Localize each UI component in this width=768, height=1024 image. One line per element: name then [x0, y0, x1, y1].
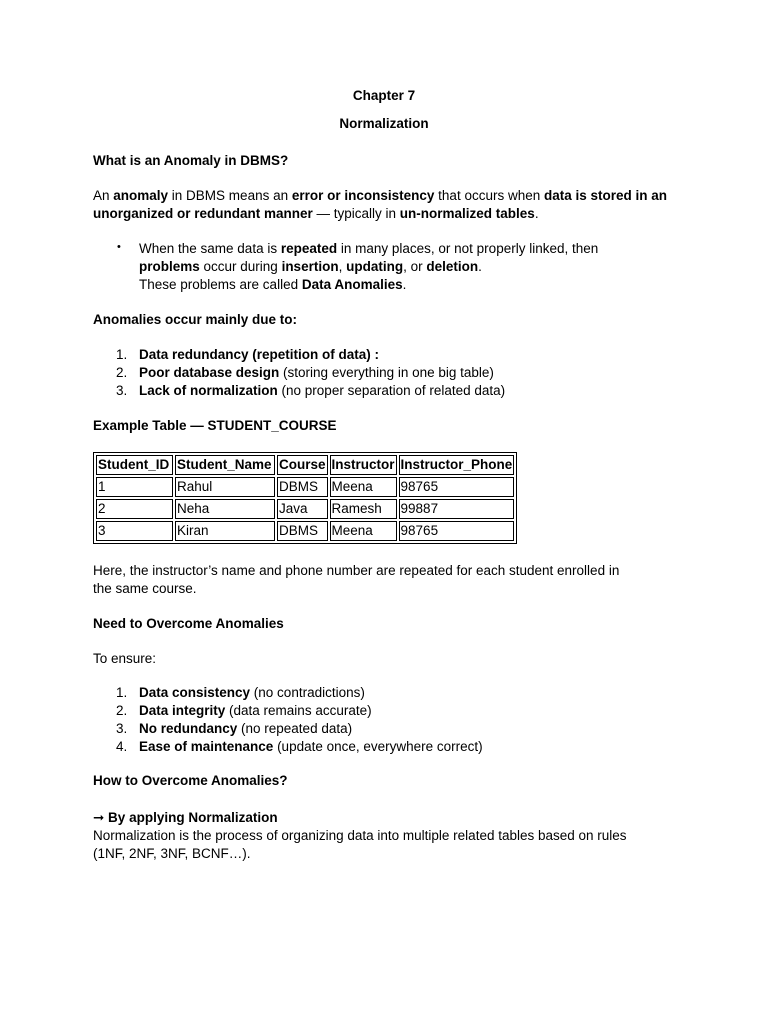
page-title: Normalization	[339, 116, 429, 131]
list-item: 2. Poor database design (storing everything in one big table)	[116, 365, 494, 380]
how-heading: How to Overcome Anomalies?	[93, 773, 288, 788]
causes-list	[116, 346, 505, 400]
table-cell: 99887	[399, 499, 515, 519]
note-line-2: the same course.	[93, 581, 197, 596]
table-row	[96, 521, 514, 541]
section-heading-anomaly: What is an Anomaly in DBMS?	[93, 153, 289, 168]
list-item: 4. Ease of maintenance (update once, everywhere correct)	[116, 739, 483, 754]
intro-paragraph-line-1: An anomaly in DBMS means an error or inconsistency that occurs when data is stored in an	[93, 188, 668, 203]
definition-line-2: (1NF, 2NF, 3NF, BCNF…).	[93, 846, 251, 861]
table-cell: Meena	[330, 521, 397, 541]
table-cell: Rahul	[175, 477, 275, 497]
table-header-row	[96, 455, 514, 475]
table-cell: Neha	[175, 499, 275, 519]
bullet-line-2: problems occur during insertion, updating, or deletion.	[139, 259, 482, 274]
table-row	[96, 477, 514, 497]
need-heading: Need to Overcome Anomalies	[93, 616, 284, 631]
apply-normalization-line: ➞ By applying Normalization	[93, 810, 278, 825]
causes-heading: Anomalies occur mainly due to:	[93, 312, 298, 327]
table-cell: DBMS	[277, 477, 328, 497]
table-cell: 1	[96, 477, 173, 497]
table-header-cell: Instructor	[330, 455, 397, 475]
goals-list	[116, 684, 483, 756]
table-header-cell: Course	[277, 455, 328, 475]
note-line-1: Here, the instructor’s name and phone number are repeated for each student enrolled in	[93, 563, 620, 578]
ensure-label: To ensure:	[93, 651, 157, 666]
table-cell: 3	[96, 521, 173, 541]
table-header-cell: Instructor_Phone	[399, 455, 515, 475]
table-cell: DBMS	[277, 521, 328, 541]
list-item: 1. Data consistency (no contradictions)	[116, 685, 365, 700]
chapter-label: Chapter 7	[352, 88, 416, 103]
list-item: 1. Data redundancy (repetition of data) :	[116, 347, 380, 362]
bullet-line-1: When the same data is repeated in many places, or not properly linked, then	[139, 241, 599, 256]
table-cell: Kiran	[175, 521, 275, 541]
definition-line-1: Normalization is the process of organizing data into multiple related tables based on rules	[93, 828, 627, 843]
list-item: 2. Data integrity (data remains accurate)	[116, 703, 372, 718]
table-cell: Meena	[330, 477, 397, 497]
table-cell: 98765	[399, 477, 515, 497]
bullet-line-3: These problems are called Data Anomalies.	[139, 277, 407, 292]
student-course-table	[93, 452, 517, 544]
list-item: 3. No redundancy (no repeated data)	[116, 721, 353, 736]
table-cell: 2	[96, 499, 173, 519]
table-cell: Java	[277, 499, 328, 519]
list-item: 3. Lack of normalization (no proper separation of related data)	[116, 383, 506, 398]
example-heading: Example Table — STUDENT_COURSE	[93, 418, 337, 433]
table-header-cell: Student_ID	[96, 455, 173, 475]
table-cell: Ramesh	[330, 499, 397, 519]
bullet-marker: •	[117, 241, 121, 253]
table-row	[96, 499, 514, 519]
intro-paragraph-line-2: unorganized or redundant manner — typically in un-normalized tables.	[93, 206, 539, 221]
table-header-cell: Student_Name	[175, 455, 275, 475]
table-cell: 98765	[399, 521, 515, 541]
